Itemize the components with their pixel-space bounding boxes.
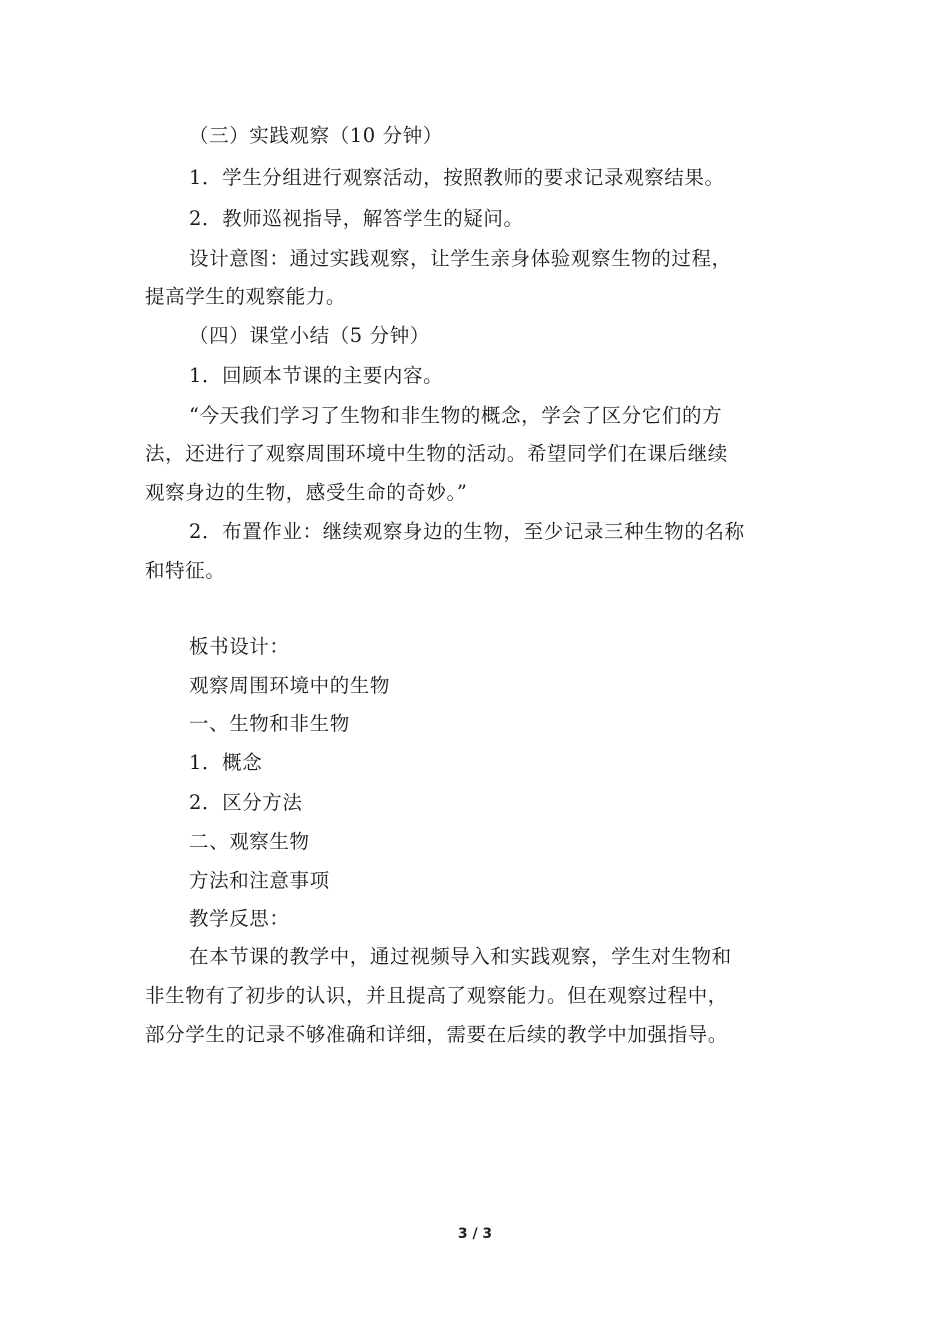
summary-item-2-line-2: 和特征。	[145, 559, 226, 582]
reflection-line-3: 部分学生的记录不够准确和详细，需要在后续的教学中加强指导。	[145, 1023, 728, 1046]
board-part-2-item: 方法和注意事项	[189, 869, 330, 892]
reflection-heading: 教学反思：	[189, 907, 290, 930]
board-heading: 板书设计：	[189, 635, 290, 658]
summary-quote-line-2: 法，还进行了观察周围环境中生物的活动。希望同学们在课后继续	[145, 442, 728, 465]
summary-heading: （四）课堂小结（5 分钟）	[189, 324, 430, 347]
summary-item-2-line-1: 2．布置作业：继续观察身边的生物，至少记录三种生物的名称	[189, 520, 745, 543]
page-number: 3 / 3	[457, 1226, 493, 1242]
practice-intent-line-2: 提高学生的观察能力。	[145, 285, 347, 308]
board-part-1-item-2: 2．区分方法	[189, 791, 303, 814]
reflection-line-2: 非生物有了初步的认识，并且提高了观察能力。但在观察过程中，	[145, 984, 728, 1007]
board-part-2: 二、观察生物	[189, 830, 310, 853]
summary-quote-line-3: 观察身边的生物，感受生命的奇妙。”	[145, 481, 468, 504]
practice-item-2: 2．教师巡视指导，解答学生的疑问。	[189, 207, 524, 230]
board-part-1-item-1: 1．概念	[189, 751, 263, 774]
board-part-1: 一、生物和非生物	[189, 712, 350, 735]
summary-quote-line-1: “今天我们学习了生物和非生物的概念，学会了区分它们的方	[189, 404, 723, 427]
summary-item-1: 1．回顾本节课的主要内容。	[189, 364, 444, 387]
board-title: 观察周围环境中的生物	[189, 674, 391, 697]
practice-item-1: 1．学生分组进行观察活动，按照教师的要求记录观察结果。	[189, 166, 725, 189]
practice-heading: （三）实践观察（10 分钟）	[189, 124, 443, 147]
reflection-line-1: 在本节课的教学中，通过视频导入和实践观察，学生对生物和	[189, 945, 732, 968]
practice-intent-line-1: 设计意图：通过实践观察，让学生亲身体验观察生物的过程，	[189, 247, 732, 270]
